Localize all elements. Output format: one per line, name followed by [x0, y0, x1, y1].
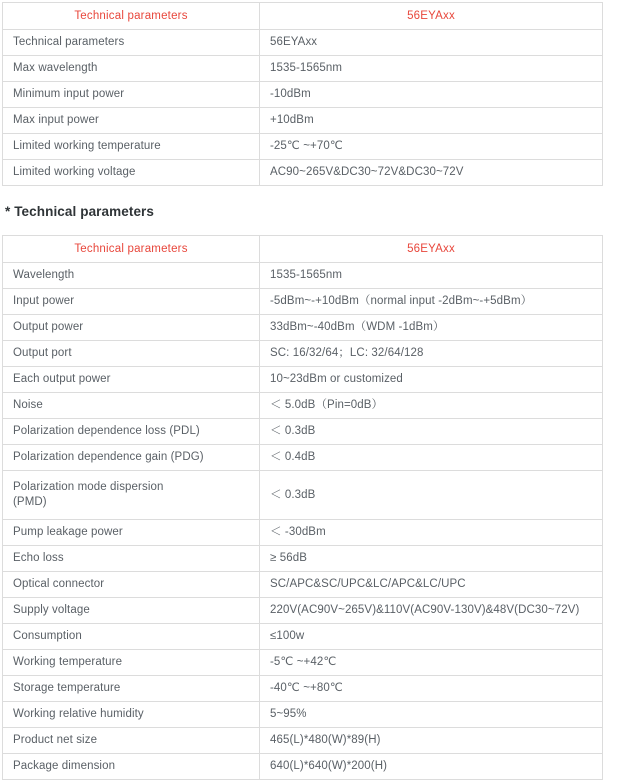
- cell-parameter-line2: (PMD): [13, 496, 47, 508]
- cell-value: -10dBm: [260, 82, 603, 108]
- cell-parameter: Limited working voltage: [3, 160, 260, 186]
- cell-parameter: Output port: [3, 341, 260, 367]
- table-row: [3, 30, 603, 56]
- cell-value: AC90~265V&DC30~72V&DC30~72V: [260, 160, 603, 186]
- table-row: [3, 134, 603, 160]
- cell-value: SC/APC&SC/UPC&LC/APC&LC/UPC: [260, 572, 603, 598]
- table-two-header-value: 56EYAxx: [260, 236, 603, 263]
- cell-value: 220V(AC90V~265V)&110V(AC90V-130V)&48V(DC30~72V): [260, 598, 603, 624]
- table-one-head: [3, 3, 603, 30]
- cell-value: 5~95%: [260, 702, 603, 728]
- cell-parameter: Optical connector: [3, 572, 260, 598]
- cell-value: -25℃ ~+70℃: [260, 134, 603, 160]
- cell-value: -5℃ ~+42℃: [260, 650, 603, 676]
- cell-value: ＜ -30dBm: [260, 520, 603, 546]
- cell-parameter: [3, 471, 260, 520]
- table-row: [3, 572, 603, 598]
- cell-value: 640(L)*640(W)*200(H): [260, 754, 603, 780]
- cell-value: ≤100w: [260, 624, 603, 650]
- cell-parameter: Supply voltage: [3, 598, 260, 624]
- table-row: [3, 393, 603, 419]
- cell-parameter: Storage temperature: [3, 676, 260, 702]
- table-header-row: [3, 236, 603, 263]
- cell-value: 1535-1565nm: [260, 56, 603, 82]
- cell-value: ＜ 0.3dB: [260, 471, 603, 520]
- cell-value: 10~23dBm or customized: [260, 367, 603, 393]
- cell-parameter: Echo loss: [3, 546, 260, 572]
- table-row: [3, 728, 603, 754]
- table-row: [3, 676, 603, 702]
- table-one-body: [3, 30, 603, 186]
- cell-value: SC: 16/32/64；LC: 32/64/128: [260, 341, 603, 367]
- table-row: [3, 624, 603, 650]
- cell-parameter: Each output power: [3, 367, 260, 393]
- technical-parameters-table-summary: [2, 2, 603, 186]
- table-two-head: [3, 236, 603, 263]
- technical-parameters-table-detail: [2, 235, 603, 780]
- table-row: [3, 315, 603, 341]
- table-row: [3, 160, 603, 186]
- cell-parameter: Pump leakage power: [3, 520, 260, 546]
- table-row: [3, 520, 603, 546]
- cell-parameter: Input power: [3, 289, 260, 315]
- cell-parameter: Max input power: [3, 108, 260, 134]
- table-row: [3, 289, 603, 315]
- table-row: [3, 108, 603, 134]
- section-heading-technical-parameters: * Technical parameters: [5, 204, 155, 219]
- cell-parameter: Product net size: [3, 728, 260, 754]
- table-row: [3, 341, 603, 367]
- cell-value: ＜ 5.0dB（Pin=0dB）: [260, 393, 603, 419]
- table-header-row: [3, 3, 603, 30]
- cell-value: ＜ 0.4dB: [260, 445, 603, 471]
- table-row: [3, 445, 603, 471]
- table-row: [3, 367, 603, 393]
- table-row: [3, 546, 603, 572]
- spacer-after-heading: [2, 220, 602, 235]
- cell-parameter: Max wavelength: [3, 56, 260, 82]
- cell-parameter: Working relative humidity: [3, 702, 260, 728]
- table-row: [3, 419, 603, 445]
- table-row: [3, 754, 603, 780]
- cell-parameter: Polarization dependence gain (PDG): [3, 445, 260, 471]
- table-row: [3, 702, 603, 728]
- cell-parameter: Consumption: [3, 624, 260, 650]
- cell-value: +10dBm: [260, 108, 603, 134]
- cell-value: -5dBm~-+10dBm（normal input -2dBm~-+5dBm）: [260, 289, 603, 315]
- cell-parameter: Working temperature: [3, 650, 260, 676]
- cell-value: 465(L)*480(W)*89(H): [260, 728, 603, 754]
- table-row: [3, 598, 603, 624]
- cell-parameter-line1: Polarization mode dispersion: [13, 481, 164, 493]
- table-row: [3, 650, 603, 676]
- table-one-header-param: Technical parameters: [3, 3, 260, 30]
- table-row: [3, 471, 603, 520]
- table-row: [3, 263, 603, 289]
- spacer-after-table-one: [2, 186, 602, 204]
- cell-value: 1535-1565nm: [260, 263, 603, 289]
- cell-parameter: Minimum input power: [3, 82, 260, 108]
- cell-value: ≥ 56dB: [260, 546, 603, 572]
- cell-parameter: Output power: [3, 315, 260, 341]
- cell-parameter: Package dimension: [3, 754, 260, 780]
- cell-parameter: Noise: [3, 393, 260, 419]
- table-two-header-param: Technical parameters: [3, 236, 260, 263]
- cell-value: 33dBm~-40dBm（WDM -1dBm）: [260, 315, 603, 341]
- cell-value: ＜ 0.3dB: [260, 419, 603, 445]
- cell-parameter: Polarization dependence loss (PDL): [3, 419, 260, 445]
- table-row: [3, 82, 603, 108]
- cell-parameter: Wavelength: [3, 263, 260, 289]
- cell-value: -40℃ ~+80℃: [260, 676, 603, 702]
- cell-value: 56EYAxx: [260, 30, 603, 56]
- table-one-header-value: 56EYAxx: [260, 3, 603, 30]
- cell-parameter: Technical parameters: [3, 30, 260, 56]
- table-row: [3, 56, 603, 82]
- table-two-body: [3, 263, 603, 780]
- cell-parameter: Limited working temperature: [3, 134, 260, 160]
